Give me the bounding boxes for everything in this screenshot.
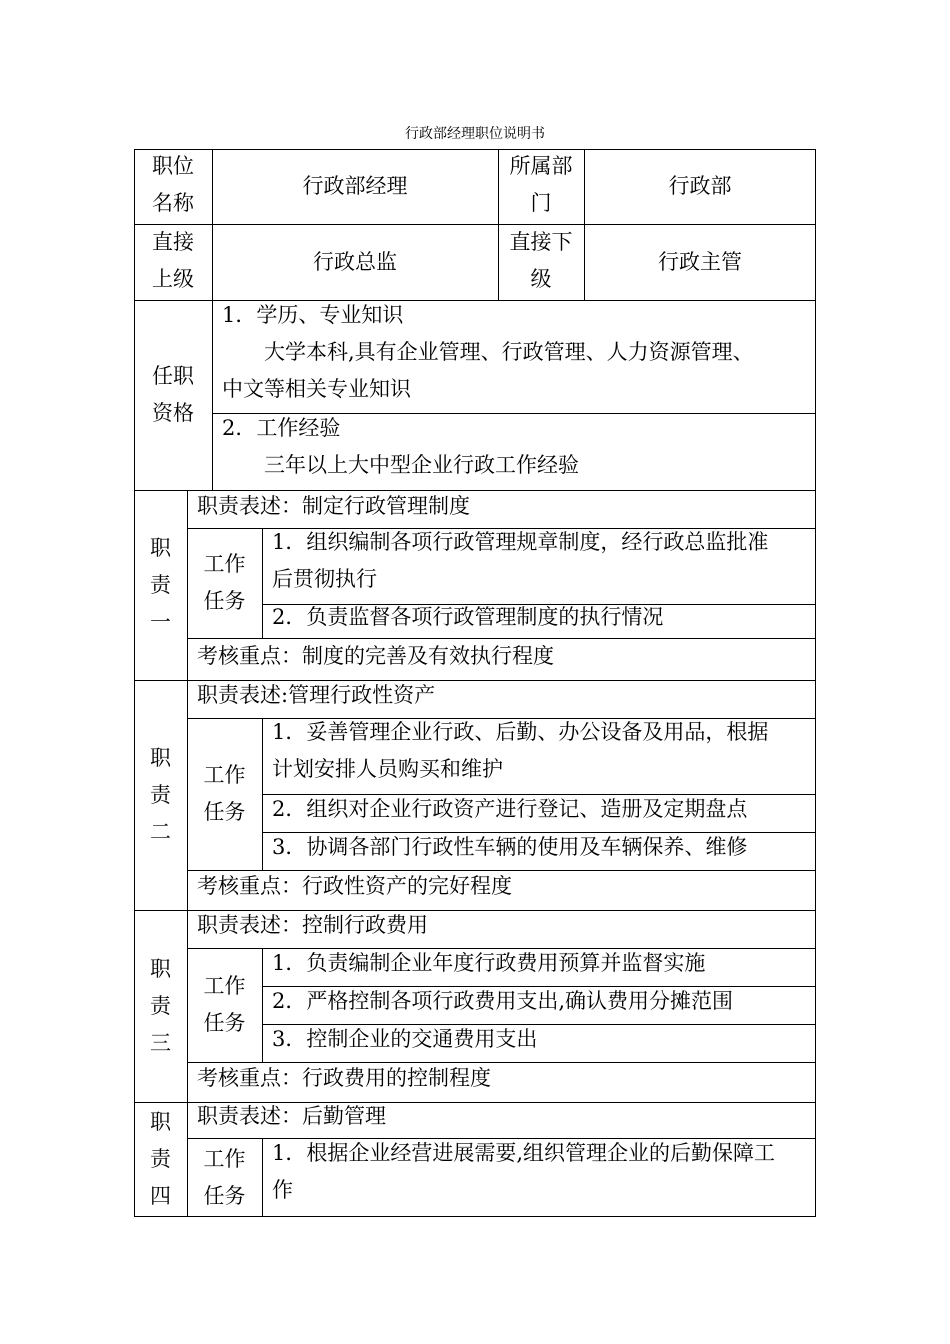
duty-3-key-point: 考核重点：行政费用的控制程度 xyxy=(197,1066,491,1090)
duty-4-label: 职 责 四 xyxy=(150,1110,171,1208)
duty-4-description: 职责表述：后勤管理 xyxy=(197,1104,386,1128)
position-name-value: 行政部经理 xyxy=(302,174,408,198)
duty-3-description: 职责表述：控制行政费用 xyxy=(197,913,428,937)
subordinate-label: 直接下 级 xyxy=(509,230,573,291)
duty-2-task-label: 工作 任务 xyxy=(203,763,246,824)
duty-4-task-1: 1．根据企业经营进展需要,组织管理企业的后勤保障工 作 xyxy=(272,1141,776,1202)
superior-value: 行政总监 xyxy=(313,250,397,274)
qualification-experience xyxy=(222,410,812,484)
qualification-education xyxy=(222,297,812,408)
duty-2-task-2: 2．组织对企业行政资产进行登记、造册及定期盘点 xyxy=(272,797,748,821)
duty-2-label: 职 责 二 xyxy=(150,745,171,844)
duty-3-task-3: 3．控制企业的交通费用支出 xyxy=(272,1027,538,1051)
experience-heading: 2．工作经验 xyxy=(222,416,341,440)
superior-label: 直接 上级 xyxy=(152,230,194,291)
qualification-label: 任职 资格 xyxy=(152,364,194,425)
duty-3-task-label: 工作 任务 xyxy=(203,974,246,1035)
duty-1-task-2: 2．负责监督各项行政管理制度的执行情况 xyxy=(272,605,664,629)
subordinate-value: 行政主管 xyxy=(658,250,742,274)
duty-4-task-label: 工作 任务 xyxy=(203,1146,246,1208)
education-line-2: 中文等相关专业知识 xyxy=(222,377,411,401)
duty-1-label: 职 责 一 xyxy=(150,535,171,634)
duty-1-key-point: 考核重点：制度的完善及有效执行程度 xyxy=(197,644,554,668)
duty-1-description: 职责表述：制定行政管理制度 xyxy=(197,494,470,518)
duty-2-task-3: 3．协调各部门行政性车辆的使用及车辆保养、维修 xyxy=(272,835,748,859)
duty-2-key-point: 考核重点：行政性资产的完好程度 xyxy=(197,874,512,898)
position-name-label: 职位 名称 xyxy=(152,154,194,215)
education-heading: 1．学历、专业知识 xyxy=(222,303,404,327)
duty-1-task-label: 工作 任务 xyxy=(203,552,246,613)
duty-3-task-1: 1．负责编制企业年度行政费用预算并监督实施 xyxy=(272,951,706,975)
experience-line-1: 三年以上大中型企业行政工作经验 xyxy=(264,453,579,477)
duty-1-task-1: 1．组织编制各项行政管理规章制度，经行政总监批准 后贯彻执行 xyxy=(272,530,769,591)
duty-3-task-2: 2．严格控制各项行政费用支出,确认费用分摊范围 xyxy=(272,989,734,1013)
department-label: 所属部 门 xyxy=(509,154,573,215)
duty-2-description: 职责表述:管理行政性资产 xyxy=(197,683,436,707)
duty-3-label: 职 责 三 xyxy=(150,956,171,1055)
department-value: 行政部 xyxy=(668,174,732,198)
document-title: 行政部经理职位说明书 xyxy=(405,126,545,142)
education-line-1: 大学本科,具有企业管理、行政管理、人力资源管理、 xyxy=(264,340,754,364)
duty-2-task-1: 1．妥善管理企业行政、后勤、办公设备及用品，根据 计划安排人员购买和维护 xyxy=(272,720,769,781)
